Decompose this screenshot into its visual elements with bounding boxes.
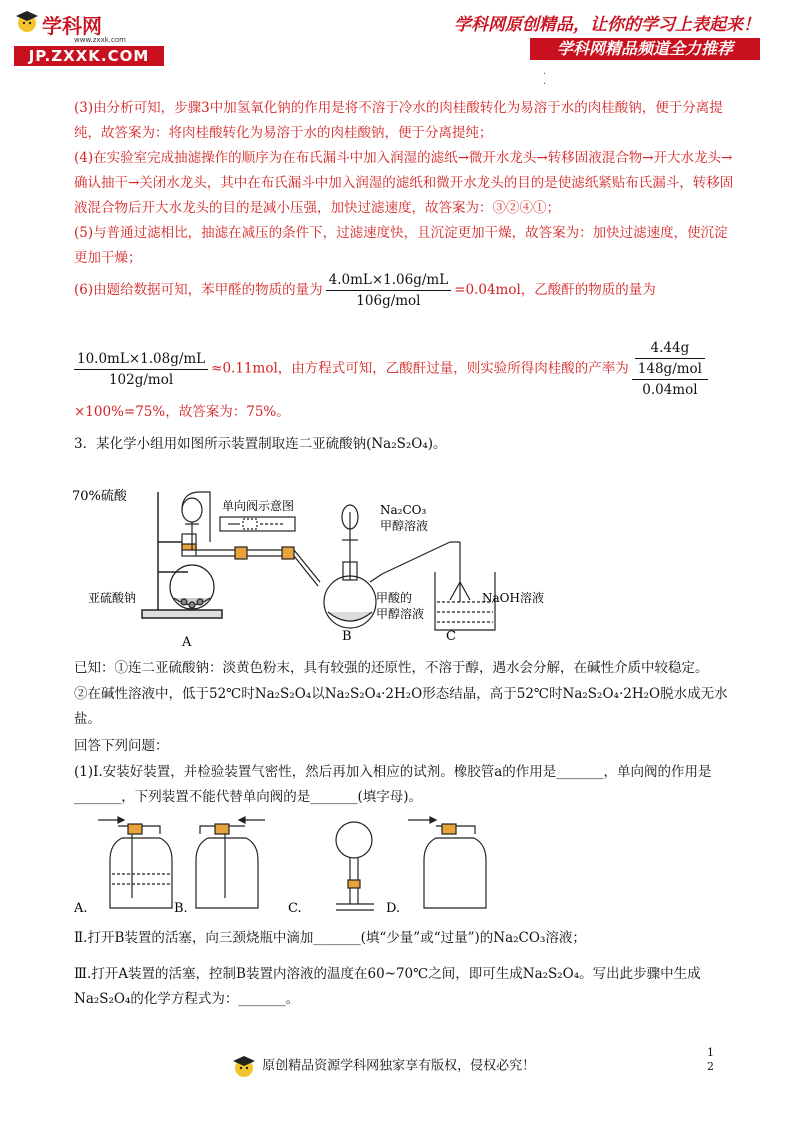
option-a-bottle [98, 817, 172, 908]
mascot-icon [230, 1052, 258, 1080]
inner-denominator: 148g/mol [637, 361, 702, 377]
q3a-post: 。写出此步骤中生成 [579, 966, 701, 982]
graduation-cap-icon [14, 8, 40, 34]
label-formic-methanol: 甲醇溶液 [376, 607, 425, 621]
fraction-numerator: 4.0mL×1.06g/mL [326, 270, 452, 291]
q3b-post: 的化学方程式为：_______。 [130, 991, 300, 1007]
label-naoh-solution: NaOH溶液 [482, 591, 544, 605]
yield-fraction [632, 338, 708, 400]
logo-subtitle: www.zxxk.com [74, 36, 126, 44]
answer-part-6-pre: (6)由题给数据可知，苯甲醛的物质的量为 [74, 282, 323, 298]
known-2-a: ②在碱性溶液中，低于52℃时 [74, 686, 255, 702]
anhydride-fraction [74, 349, 208, 390]
one-way-valve-diagram [220, 517, 295, 531]
option-a-label: A. [74, 901, 88, 916]
beaker-c [435, 542, 495, 630]
label-na2co3: Na₂CO₃ [380, 503, 427, 517]
decorative-dots: · · [543, 69, 547, 90]
logo-url: JP.ZXXK.COM [14, 46, 164, 66]
question-3-pre: 3．某化学小组用如图所示装置制取连二亚硫酸钠( [74, 436, 372, 452]
question-3-post: )。 [427, 436, 447, 452]
answer-part-4: (4)在实验室完成抽滤操作的顺序为在布氏漏斗中加入润湿的滤纸→微开水龙头→转移固液混合物→开大水龙头→确认抽干→关闭水龙头，其中在布氏漏斗中加入润湿的滤纸和微开水龙头的目的是使滤纸紧贴布氏漏斗，转移固液混合物后开大水龙头的目的是减小压强，加快过滤速度，故答案为：③②④①； [74, 150, 734, 216]
known-2-b: 以 [311, 686, 325, 702]
label-formic-acid: 甲酸的 [376, 591, 413, 605]
question-part-3 [74, 962, 734, 1012]
logo-title: 学科网 [42, 14, 102, 38]
question-3-stem [74, 432, 734, 457]
known-fact-1: 已知：①连二亚硫酸钠：淡黄色粉末，具有较强的还原性，不溶于醇，遇水会分解，在碱性介质中较稳定。 [74, 660, 709, 676]
answer-part-6-post: =0.04mol，乙酸酐的物质的量为 [454, 282, 656, 298]
total-pages: 2 [707, 1060, 714, 1073]
label-apparatus-b: B [342, 629, 352, 644]
page-number [707, 1046, 714, 1074]
label-methanol-solution: 甲醇溶液 [380, 519, 429, 533]
option-c-bulb [336, 822, 374, 910]
answer-part-5: (5)与普通过滤相比，抽滤在减压的条件下，过滤速度快，且沉淀更加干燥，故答案为：加快过滤速度，使沉淀更加干燥； [74, 225, 728, 266]
current-page: 1 [707, 1046, 714, 1059]
fraction-denominator: 106g/mol [356, 293, 421, 309]
known-2-c: 形态结晶，高于52℃时 [422, 686, 563, 702]
yield-numerator [632, 338, 708, 380]
q2-post: 溶液； [545, 930, 586, 946]
formula-hydrate: Na₂S₂O₄·2H₂O [324, 686, 423, 702]
answer-part-8: ×100%=75%，故答案为：75%。 [74, 404, 290, 420]
formula-na2s2o4: Na₂S₂O₄ [74, 991, 131, 1007]
fraction-denominator: 102g/mol [108, 371, 174, 388]
footer-copyright: 原创精品资源学科网独家享有版权，侵权必究！ [262, 1058, 536, 1074]
footer [230, 1052, 535, 1080]
label-apparatus-a: A [182, 635, 192, 650]
answer-intro: 回答下列问题： [74, 738, 169, 754]
answer-part-7-mid: ≈0.11mol，由方程式可知，乙酸酐过量，则实验所得肉桂酸的产率为 [211, 360, 629, 377]
option-c-label: C. [288, 901, 302, 916]
yield-denominator: 0.04mol [642, 382, 698, 398]
yield-inner-fraction [635, 338, 705, 379]
answer-part-6 [74, 270, 734, 311]
label-sodium-sulfite: 亚硫酸钠 [88, 591, 137, 605]
inner-numerator: 4.44g [635, 338, 705, 359]
question-part-1: (1)Ⅰ.安装好装置，并检验装置气密性，然后再加入相应的试剂。橡胶管a的作用是_______，单向阀的作用是_______，下列装置不能代替单向阀的是_______(填字母)。 [74, 764, 712, 805]
answer-part-3: (3)由分析可知，步骤3中加氢氧化钠的作用是将不溶于冷水的肉桂酸转化为易溶于水的肉桂酸钠，便于分离提纯，故答案为：将肉桂酸转化为易溶于水的肉桂酸钠，便于分离提纯； [74, 100, 723, 141]
answer-part-7 [74, 338, 734, 400]
q2-pre: Ⅱ.打开B装置的活塞，向三颈烧瓶中滴加_______(填“少量”或“过量”)的 [74, 930, 494, 946]
benzaldehyde-fraction [326, 270, 452, 311]
formula-hydrate: Na₂S₂O₄·2H₂O [562, 686, 661, 702]
header-recommend-banner: 学科网精品频道全力推荐 [530, 38, 760, 60]
site-logo[interactable] [14, 8, 164, 65]
formula-na2s2o4: Na₂S₂O₄ [254, 686, 312, 702]
gas-tubing [196, 547, 320, 586]
option-d-label: D. [386, 901, 401, 916]
q3a-pre: Ⅲ.打开A装置的活塞，控制B装置内溶液的温度在60~70℃之间，即可生成 [74, 966, 523, 982]
option-d-bottle [408, 817, 486, 908]
formula-na2co3: Na₂CO₃ [493, 930, 546, 946]
header-slogan: 学科网原创精品，让你的学习上表起来！ [454, 15, 760, 35]
label-apparatus-c: C [446, 629, 456, 644]
formula-na2s2o4: Na₂S₂O₄ [522, 966, 580, 982]
known-fact-2 [74, 682, 734, 732]
fraction-numerator: 10.0mL×1.08g/mL [74, 349, 208, 370]
label-70-sulfuric-acid: 70%硫酸 [72, 489, 127, 504]
formula-na2s2o4: Na₂S₂O₄ [371, 436, 428, 452]
known-2-d: 脱水成无水盐。 [74, 686, 728, 727]
label-valve-diagram: 单向阀示意图 [222, 499, 295, 513]
valve-options-figure [70, 812, 530, 920]
option-b-label: B. [174, 901, 188, 916]
question-part-2 [74, 926, 734, 951]
option-b-bottle [196, 817, 265, 908]
apparatus-figure [70, 462, 590, 652]
